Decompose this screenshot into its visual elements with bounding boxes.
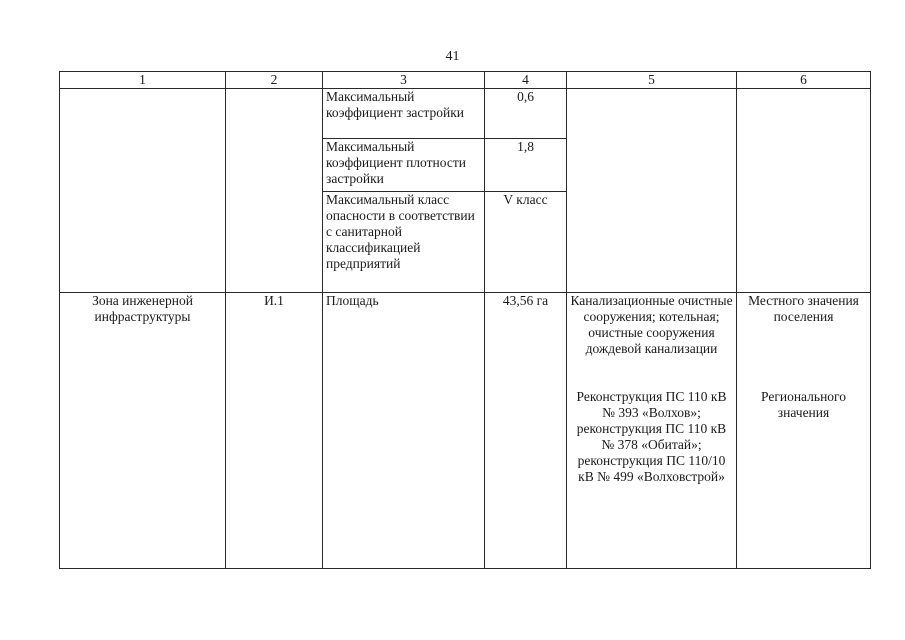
significance-regional: Регионального значения [761, 389, 846, 420]
table-row [60, 89, 871, 139]
param-value: 0,6 [485, 89, 567, 139]
header-col-1: 1 [60, 72, 226, 89]
header-col-2: 2 [226, 72, 323, 89]
zone-name: Зона инженерной инфраструктуры [60, 293, 226, 569]
param-value: 1,8 [485, 139, 567, 192]
header-col-6: 6 [737, 72, 871, 89]
page-number: 41 [445, 49, 460, 64]
header-col-5: 5 [567, 72, 737, 89]
zones-table [59, 71, 871, 569]
param-name: Максимальный класс опасности в соответствии с санитарной классификацией предприятий [323, 192, 485, 293]
param-value: V класс [485, 192, 567, 293]
objects-local: Канализационные очистные сооружения; котельная; очистные сооружения дождевой канализации [570, 293, 733, 356]
header-col-3: 3 [323, 72, 485, 89]
zone-code: И.1 [226, 293, 323, 569]
significance-local: Местного значения поселения [748, 293, 859, 324]
param-value: 43,56 га [485, 293, 567, 569]
header-row [60, 72, 871, 89]
header-col-4: 4 [485, 72, 567, 89]
table-row [60, 293, 871, 569]
objects-cell-continued [567, 89, 737, 293]
significance-cell-continued [737, 89, 871, 293]
objects-regional: Реконструкция ПС 110 кВ № 393 «Волхов»; реконструкция ПС 110 кВ № 378 «Обитай»; реконструкция ПС 110/10 кВ № 499 «Волховстрой» [576, 389, 727, 484]
significance [737, 293, 871, 569]
param-name: Максимальный коэффициент застройки [323, 89, 485, 139]
planned-objects [567, 293, 737, 569]
param-name: Площадь [323, 293, 485, 569]
param-name: Максимальный коэффициент плотности застройки [323, 139, 485, 192]
zone-code-cell-continued [226, 89, 323, 293]
zone-name-cell-continued [60, 89, 226, 293]
